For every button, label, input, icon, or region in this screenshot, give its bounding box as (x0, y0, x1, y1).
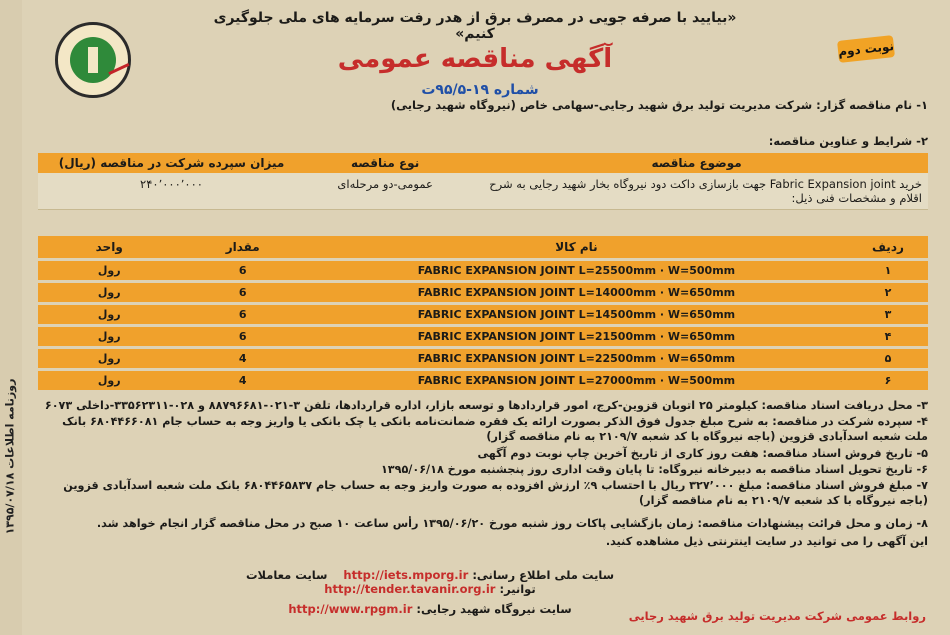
portal-link[interactable]: http://iets.mporg.ir (343, 568, 469, 582)
side-strip (0, 0, 22, 635)
item-name: FABRIC EXPANSION JOINT L=14000mm · W=650mm (305, 283, 848, 302)
item-name: FABRIC EXPANSION JOINT L=27000mm · W=500mm (305, 371, 848, 390)
item-quantity: 4 (180, 371, 305, 390)
paragraph-website-note: این آگهی را می توانید در سایت اینترنتی ذیل مشاهده کنید. (605, 535, 928, 548)
row-number: ۱ (848, 261, 928, 280)
tender-summary-table (38, 153, 928, 210)
item-quantity: 6 (180, 283, 305, 302)
header-type: نوع مناقصه (305, 153, 465, 173)
table-row (38, 283, 928, 302)
table-row (38, 173, 928, 210)
item-quantity: 6 (180, 261, 305, 280)
item-name: FABRIC EXPANSION JOINT L=22500mm · W=650mm (305, 349, 848, 368)
item-unit: رول (38, 371, 180, 390)
row-number: ۴ (848, 327, 928, 346)
subject-cell: خرید Fabric Expansion joint جهت بازسازی داکت دود نیروگاه بخار شهید رجایی به شرح اقلام و مشخصات فنی ذیل: (465, 173, 928, 210)
row-number: ۶ (848, 371, 928, 390)
portal-label: سایت ملی اطلاع رسانی: (472, 568, 615, 582)
table-row (38, 305, 928, 324)
slogan: «بیایید با صرفه جویی در مصرف برق از هدر رفت سرمایه های ملی جلوگیری کنیم» (213, 10, 737, 42)
item-quantity: 4 (180, 349, 305, 368)
header-quantity: مقدار (180, 236, 305, 258)
table-row (38, 371, 928, 390)
item-unit: رول (38, 327, 180, 346)
header-subject: موضوع مناقصه (465, 153, 928, 173)
side-strip-text: روزنامه اطلاعات ۱۳۹۵/۰۷/۱۸ (3, 378, 17, 535)
header-deposit: میزان سپرده شرکت در مناقصه (ریال) (38, 153, 305, 173)
item-quantity: 6 (180, 305, 305, 324)
item-name: FABRIC EXPANSION JOINT L=25500mm · W=500mm (305, 261, 848, 280)
deposit-cell: ۲۴۰٬۰۰۰٬۰۰۰ (38, 173, 305, 210)
second-publication-badge: نوبت دوم (837, 35, 895, 63)
item-unit: رول (38, 283, 180, 302)
header-item-name: نام کالا (305, 236, 848, 258)
tavanir-link[interactable]: http://tender.tavanir.org.ir (324, 582, 496, 596)
paragraph-deposit: ۴- سپرده شرکت در مناقصه: به شرح مبلغ جدول فوق الذکر بصورت ارائه یک فقره ضمانت‌نامه بانکی یا چک بانکی یا واریز وجه به حساب جام ۶۸۰۴۴۶۶۰۸۱ بانک ملت شعبه اسدآبادی قزوین (باجه نیروگاه با کد شعبه ۲۱۰۹/۷ به نام مناقصه گزار) (62, 415, 928, 443)
organizer-line: ۱- نام مناقصه گزار: شرکت مدیریت تولید برق شهید رجایی-سهامی خاص (نیروگاه شهید رجایی) (390, 98, 928, 112)
item-unit: رول (38, 349, 180, 368)
item-quantity: 6 (180, 327, 305, 346)
item-unit: رول (38, 305, 180, 324)
table-row (38, 327, 928, 346)
plant-link[interactable]: http://www.rpgm.ir (288, 602, 413, 616)
paragraph-opening: ۸- زمان و محل قرائت پیشنهادات مناقصه: زمان بازگشایی پاکات روز شنبه مورخ ۱۳۹۵/۰۶/۲۰ رأس ساعت ۱۰ صبح در محل مناقصه گزار انجام خواهد شد. (96, 517, 928, 530)
item-unit: رول (38, 261, 180, 280)
paragraph-sale-date: ۵- تاریخ فروش اسناد مناقصه: هفت روز کاری از تاریخ آخرین چاپ نوبت دوم آگهی (477, 447, 928, 460)
row-number: ۳ (848, 305, 928, 324)
header-unit: واحد (38, 236, 180, 258)
table-row (38, 261, 928, 280)
tavanir-label: سایت معاملات توانیر: (245, 568, 536, 596)
type-cell: عمومی-دو مرحله‌ای (305, 173, 465, 210)
paragraph-delivery-date: ۶- تاریخ تحویل اسناد مناقصه به دبیرخانه نیروگاه: تا پایان وقت اداری روز پنجشنبه مورخ ۱۳۹۵/۰۶/۱۸ (380, 463, 928, 476)
item-name: FABRIC EXPANSION JOINT L=14500mm · W=650mm (305, 305, 848, 324)
item-name: FABRIC EXPANSION JOINT L=21500mm · W=650mm (305, 327, 848, 346)
header-row-number: ردیف (848, 236, 928, 258)
public-relations-footer: روابط عمومی شرکت مدیریت تولید برق شهید رجایی (628, 609, 926, 623)
page-title: آگهی مناقصه عمومی (337, 44, 613, 74)
company-logo-icon (55, 22, 131, 98)
tender-number: شماره ۱۹-۹۵/۵ت (421, 82, 539, 98)
plant-label: سایت نیروگاه شهید رجایی: (416, 602, 572, 616)
websites-block (230, 568, 630, 616)
paragraph-docs-price: ۷- مبلغ فروش اسناد مناقصه: مبلغ ۳۲۷٬۰۰۰ ریال با احتساب ۹٪ ارزش افزوده به صورت واریز وجه به حساب جام ۶۸۰۴۴۶۵۸۳۷ بانک ملت شعبه اسدآبادی قزوین (باجه نیروگاه با کد شعبه ۲۱۰۹/۷ به نام مناقصه گزار) (63, 479, 928, 507)
row-number: ۲ (848, 283, 928, 302)
table-row (38, 349, 928, 368)
section-conditions: ۲- شرایط و عناوین مناقصه: (768, 134, 928, 148)
items-table (38, 233, 928, 393)
paragraph-docs-location: ۳- محل دریافت اسناد مناقصه: کیلومتر ۲۵ اتوبان قزوین-کرج، امور قراردادها و توسعه بازار، اداره قراردادها، تلفن ۳-۰۲۱-۸۸۷۹۶۶۸۱ و ۰۲۸-۳۳۵۶۲۳۱۱-داخلی ۶۰۷۳ (44, 399, 928, 412)
row-number: ۵ (848, 349, 928, 368)
